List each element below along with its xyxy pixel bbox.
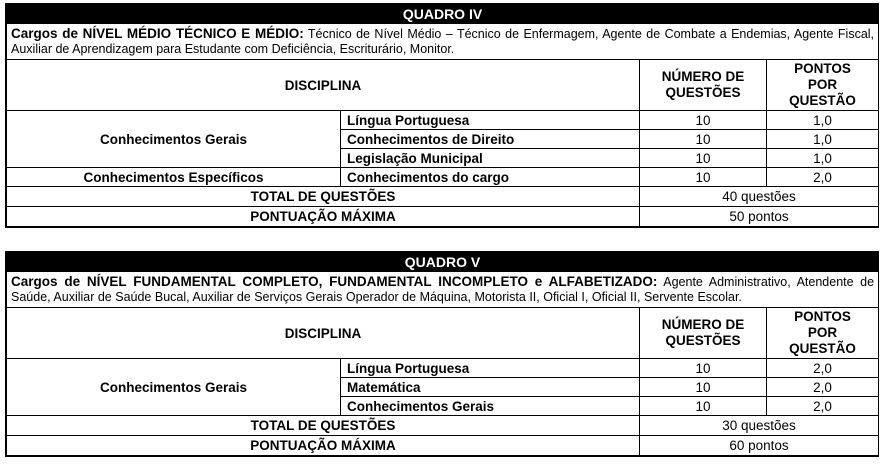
pontos-header-line-3: QUESTÃO (789, 341, 856, 356)
pontos-questao-header (767, 60, 879, 111)
pontos-header-line-2: POR (807, 77, 838, 92)
pontos-cell: 1,0 (767, 149, 879, 168)
pontuacao-maxima-label: PONTUAÇÃO MÁXIMA (7, 436, 640, 456)
quadro-iv-table (5, 3, 879, 228)
numero-header-line-1: NÚMERO DE (661, 69, 745, 84)
total-questoes-value: 40 questões (640, 187, 879, 207)
disciplina-cell: Língua Portuguesa (341, 111, 640, 130)
disciplina-cell: Língua Portuguesa (341, 359, 640, 378)
disciplina-header: DISCIPLINA (7, 60, 640, 111)
pontos-cell: 2,0 (767, 359, 879, 378)
disciplina-header: DISCIPLINA (7, 308, 640, 359)
questoes-cell: 10 (640, 149, 767, 168)
pontos-cell: 1,0 (767, 111, 879, 130)
total-row (7, 187, 879, 207)
questoes-cell: 10 (640, 130, 767, 149)
max-row (7, 436, 879, 456)
total-questoes-value: 30 questões (640, 416, 879, 436)
pontuacao-maxima-value: 50 pontos (640, 207, 879, 227)
quadro-v-cargos-label: Cargos de NÍVEL FUNDAMENTAL COMPLETO, FUNDAMENTAL INCOMPLETO e ALFABETIZADO: (11, 274, 658, 289)
pontos-cell: 2,0 (767, 168, 879, 187)
numero-header-line-2: QUESTÕES (665, 85, 741, 100)
questoes-cell: 10 (640, 168, 767, 187)
quadro-v-table (5, 251, 879, 457)
pontos-header-line-3: QUESTÃO (789, 93, 856, 108)
quadro-iv-title: QUADRO IV (7, 5, 879, 24)
numero-header-line-2: QUESTÕES (665, 333, 741, 348)
disciplina-cell: Conhecimentos de Direito (341, 130, 640, 149)
disciplina-cell: Conhecimentos Gerais (341, 397, 640, 416)
quadro-iv-cargos (7, 24, 879, 60)
quadro-v-title: QUADRO V (7, 253, 879, 272)
quadro-iv-cargos-label: Cargos de NÍVEL MÉDIO TÉCNICO E MÉDIO: (11, 26, 304, 41)
group-conhecimentos-especificos: Conhecimentos Específicos (7, 168, 341, 187)
pontuacao-maxima-value: 60 pontos (640, 436, 879, 456)
questoes-cell: 10 (640, 359, 767, 378)
max-row (7, 207, 879, 227)
total-questoes-label: TOTAL DE QUESTÕES (7, 187, 640, 207)
disciplina-cell: Legislação Municipal (341, 149, 640, 168)
group-conhecimentos-gerais: Conhecimentos Gerais (7, 359, 341, 416)
pontos-header-line-2: POR (807, 325, 838, 340)
pontos-header-line-1: PONTOS (794, 309, 851, 324)
pontos-cell: 2,0 (767, 378, 879, 397)
quadro-iv-cargos-list: Técnico de Nível Médio – Técnico de Enfermagem, Agente de Combate a Endemias, Agente Fiscal, Auxiliar de Aprendizagem para Estudante com Deficiência, Escriturário, Monitor. (11, 27, 875, 56)
quadro-v-cargos (7, 272, 879, 308)
total-row (7, 416, 879, 436)
group-conhecimentos-gerais: Conhecimentos Gerais (7, 111, 341, 168)
table-row (7, 111, 879, 130)
pontos-questao-header (767, 308, 879, 359)
pontos-cell: 1,0 (767, 130, 879, 149)
pontuacao-maxima-label: PONTUAÇÃO MÁXIMA (7, 207, 640, 227)
table-row (7, 359, 879, 378)
numero-questoes-header (640, 308, 767, 359)
disciplina-cell: Matemática (341, 378, 640, 397)
questoes-cell: 10 (640, 397, 767, 416)
pontos-cell: 2,0 (767, 397, 879, 416)
questoes-cell: 10 (640, 378, 767, 397)
pontos-header-line-1: PONTOS (794, 61, 851, 76)
numero-questoes-header (640, 60, 767, 111)
questoes-cell: 10 (640, 111, 767, 130)
numero-header-line-1: NÚMERO DE (661, 317, 745, 332)
total-questoes-label: TOTAL DE QUESTÕES (7, 416, 640, 436)
table-row (7, 168, 879, 187)
disciplina-cell: Conhecimentos do cargo (341, 168, 640, 187)
quadro-v-cargos-list: Agente Administrativo, Atendente de Saúde, Auxiliar de Saúde Bucal, Auxiliar de Serviços Gerais Operador de Máquina, Motorista II, Oficial I, Oficial II, Servente Escolar. (11, 275, 875, 304)
